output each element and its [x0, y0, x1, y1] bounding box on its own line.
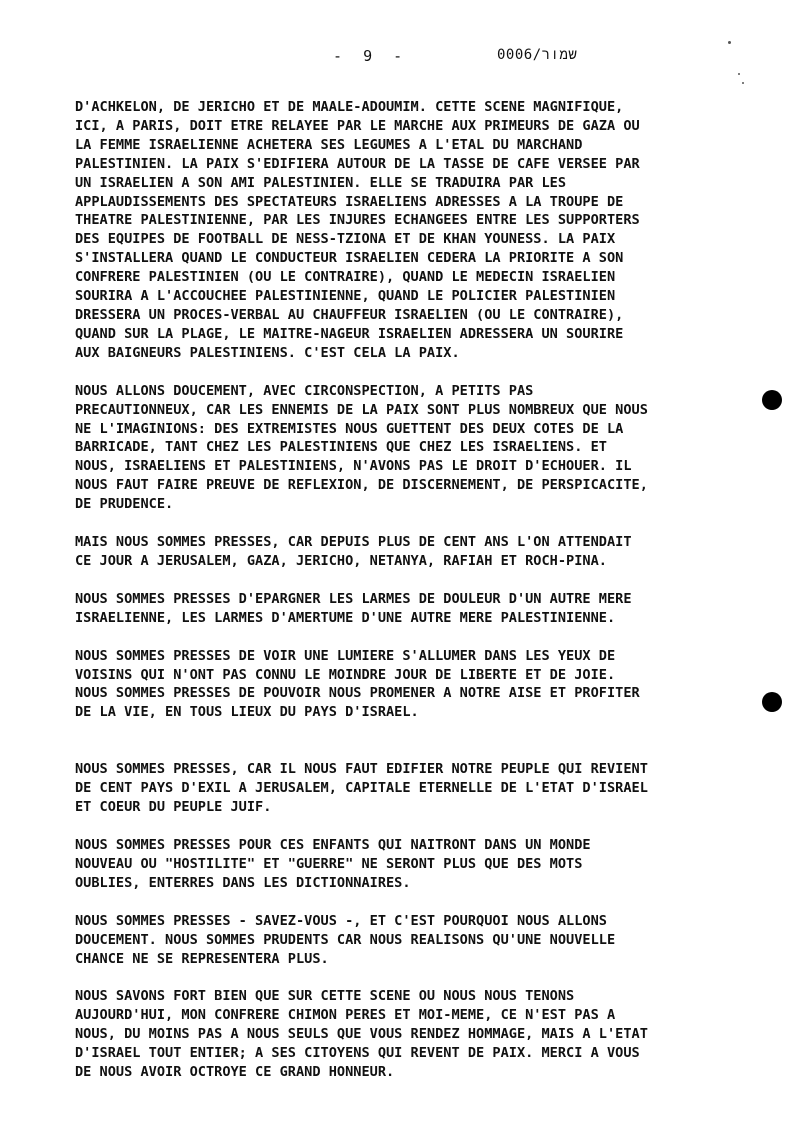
binder-hole	[762, 390, 782, 410]
paragraph: NOUS SOMMES PRESSES POUR CES ENFANTS QUI NAITRONT DANS UN MONDE NOUVEAU OU "HOSTILITE" ET "GUERRE" NE SERONT PLUS QUE DES MOTS OUBLIES, ENTERRES DANS LES DICTIONNAIRES.	[75, 837, 591, 891]
paragraph: NOUS SOMMES PRESSES, CAR IL NOUS FAUT EDIFIER NOTRE PEUPLE QUI REVIENT DE CENT PAYS D'EXIL A JERUSALEM, CAPITALE ETERNELLE DE L'ETAT D'ISRAEL ET COEUR DU PEUPLE JUIF.	[75, 761, 648, 816]
page-number: - 9 -	[333, 47, 404, 65]
paragraph: MAIS NOUS SOMMES PRESSES, CAR DEPUIS PLUS DE CENT ANS L'ON ATTENDAIT CE JOUR A JERUSALEM, GAZA, JERICHO, NETANYA, RAFIAH ET ROCH-PINA.	[75, 534, 632, 569]
paragraph: NOUS SOMMES PRESSES - SAVEZ-VOUS -, ET C'EST POURQUOI NOUS ALLONS DOUCEMENT. NOUS SOMMES PRUDENTS CAR NOUS REALISONS QU'UNE NOUVELLE CHANCE NE SE REPRESENTERA PLUS.	[75, 912, 616, 967]
body-text	[75, 98, 665, 1082]
paragraph: D'ACHKELON, DE JERICHO ET DE MAALE-ADOUMIM. CETTE SCENE MAGNIFIQUE, ICI, A PARIS, DOIT ETRE RELAYEE PAR LE MARCHE AUX PRIMEURS DE GAZA OU LA FEMME ISRAELIENNE ACHETERA SES LEGUMES A L'ETAL DU MARCHAND PALESTINIEN. LA PAIX S'EDIFIERA AUTOUR DE LA TASSE DE CAFE VERSEE PAR UN ISRAELIEN A SON AMI PALESTINIEN. ELLE SE TRADUIRA PAR LES APPLAUDISSEMENTS DES SPECTATEURS ISRAELIENS ADRESSES A LA TROUPE DE THEATRE PALESTINIENNE, PAR LES INJURES ECHANGEES ENTRE LES SUPPORTERS DES EQUIPES DE FOOTBALL DE NESS-TZIONA ET DE KHAN YOUNESS. LA PAIX S'INSTALLERA QUAND LE CONDUCTEUR ISRAELIEN CEDERA LA PRIORITE A SON CONFRERE PALESTINIEN (OU LE CONTRAIRE), QUAND LE MEDECIN ISRAELIEN SOURIRA A L'ACCOUCHEE PALESTINIENNE, QUAND LE POLICIER PALESTINIEN DRESSERA UN PROCES-VERBAL AU CHAUFFEUR ISRAELIEN (OU LE CONTRAIRE), QUAND SUR LA PLAGE, LE MAITRE-NAGEUR ISRAELIEN ADRESSERA UN SOURIRE AUX BAIGNEURS PALESTINIENS. C'EST CELA LA PAIX.	[75, 99, 640, 361]
scan-speck	[738, 73, 740, 75]
paragraph: NOUS SOMMES PRESSES DE VOIR UNE LUMIERE S'ALLUMER DANS LES YEUX DE VOISINS QUI N'ONT PAS CONNU LE MOINDRE JOUR DE LIBERTE ET DE JOIE. NOUS SOMMES PRESSES DE POUVOIR NOUS PROMENER A NOTRE AISE ET PROFITER DE LA VIE, EN TOUS LIEUX DU PAYS D'ISRAEL.	[75, 647, 640, 721]
paragraph: NOUS SOMMES PRESSES D'EPARGNER LES LARMES DE DOULEUR D'UN AUTRE MERE ISRAELIENNE, LES LARMES D'AMERTUME D'UNE AUTRE MERE PALESTINIENNE.	[75, 590, 632, 626]
scan-speck	[728, 41, 731, 44]
scan-speck	[742, 82, 744, 84]
paragraph: NOUS SAVONS FORT BIEN QUE SUR CETTE SCENE OU NOUS NOUS TENONS AUJOURD'HUI, MON CONFRERE CHIMON PERES ET MOI-MEME, CE N'EST PAS A NOUS, DU MOINS PAS A NOUS SEULS QUE VOUS RENDEZ HOMMAGE, MAIS A L'ETAT D'ISRAEL TOUT ENTIER; A SES CITOYENS QUI REVENT DE PAIX. MERCI A VOUS DE NOUS AVOIR OCTROYE CE GRAND HONNEUR.	[75, 988, 648, 1081]
binder-hole	[762, 692, 782, 712]
paragraph: NOUS ALLONS DOUCEMENT, AVEC CIRCONSPECTION, A PETITS PAS PRECAUTIONNEUX, CAR LES ENNEMIS DE LA PAIX SONT PLUS NOMBREUX QUE NOUS NE L'IMAGINIONS: DES EXTREMISTES NOUS GUETTENT DES DEUX COTES DE LA BARRICADE, TANT CHEZ LES PALESTINIENS QUE CHEZ LES ISRAELIENS. ET NOUS, ISRAELIENS ET PALESTINIENS, N'AVONS PAS LE DROIT D'ECHOUER. IL NOUS FAUT FAIRE PREUVE DE REFLEXION, DE DISCERNEMENT, DE PERSPICACITE, DE PRUDENCE.	[75, 382, 648, 513]
document-reference: 0006/שמור	[497, 47, 578, 63]
